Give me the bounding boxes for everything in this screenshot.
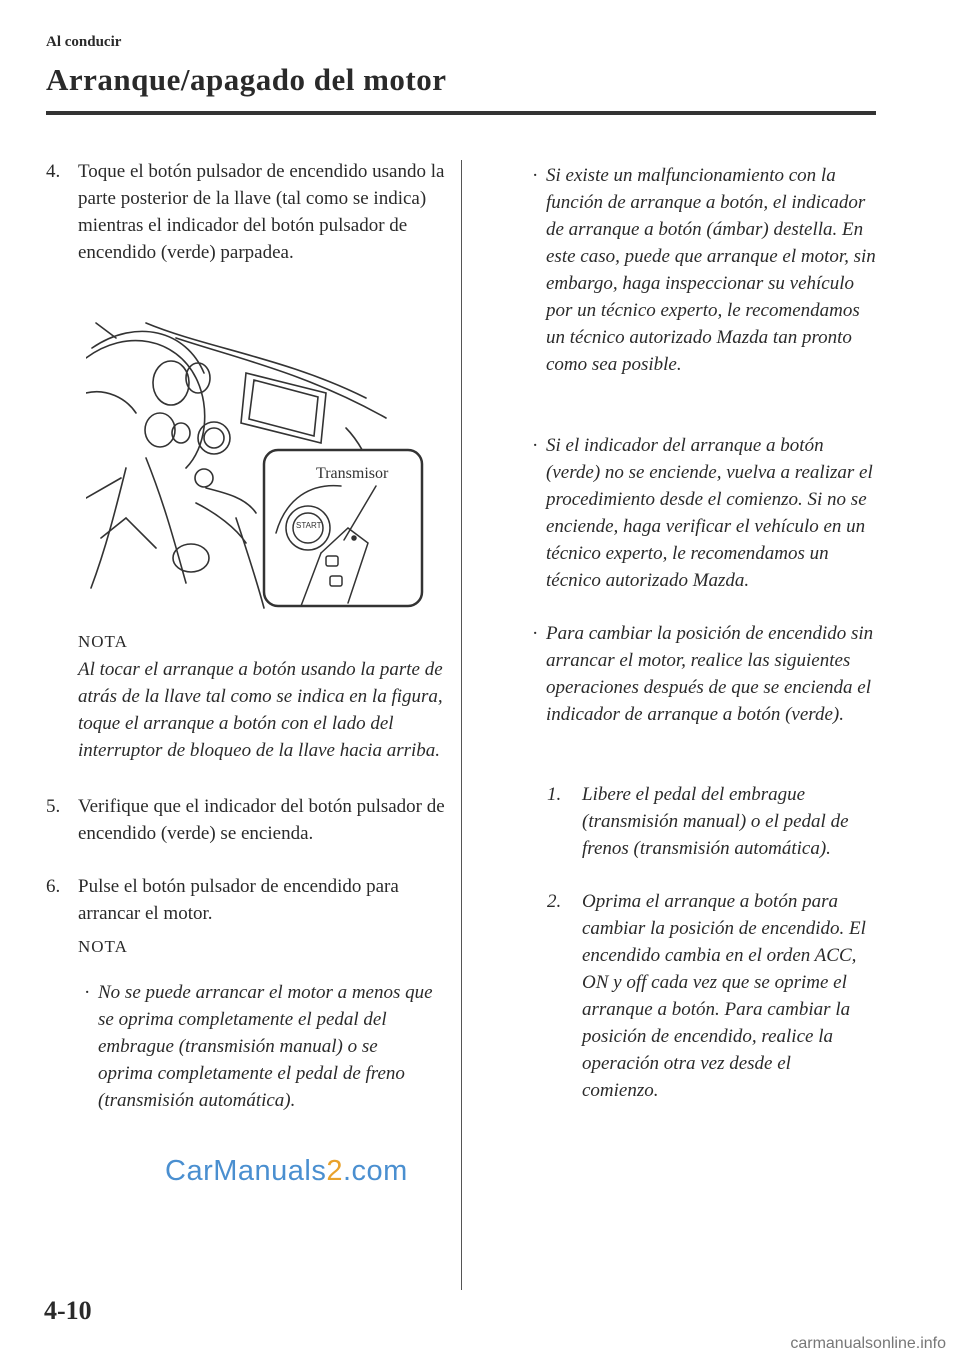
substep-text: Libere el pedal del embrague (transmisión manual) o el pedal de frenos (transmisión automática). [582,784,849,859]
dashboard-illustration [86,318,426,610]
note-2-heading: NOTA [78,937,128,956]
step-number: 6. [46,876,61,897]
step-6 [46,873,446,927]
step-number: 5. [46,796,61,817]
bullet-text: Para cambiar la posición de encendido sin arrancar el motor, realice las siguientes operaciones después de que se encienda el indicador de arranque a botón (verde). [546,623,874,725]
substep-text: Oprima el arranque a botón para cambiar la posición de encendido. El encendido cambia en el orden ACC, ON y off cada vez que se oprime el arranque a botón. Para cambiar la posición de encendido, realice la operación otra vez desde el comienzo. [582,891,866,1101]
step-text: Verifique que el indicador del botón pulsador de encendido (verde) se encienda. [78,796,445,844]
page-title: Arranque/apagado del motor [46,62,447,97]
substep-number: 1. [547,784,562,805]
bullet-dot: · [532,435,539,456]
step-5 [46,793,446,847]
start-button-label: START [296,521,322,530]
substep-2 [547,888,867,1104]
dashboard-figure [86,318,426,610]
section-label: Al conducir [46,34,122,50]
figure-callout: Transmisor [316,465,389,482]
title-rule [46,111,876,115]
note-1-text: Al tocar el arranque a botón usando la parte de atrás de la llave tal como se indica en la figura, toque el arranque a botón con el lado del interruptor de bloqueo de la llave hacia arriba. [78,659,443,761]
bullet-dot: · [84,982,91,1003]
watermark-part: 2 [326,1155,343,1187]
footer-url[interactable]: carmanualsonline.info [790,1335,946,1352]
bullet-text: Si existe un malfuncionamiento con la función de arranque a botón, el indicador de arranque a botón (ámbar) destella. En este caso, puede que arranque el motor, sin embargo, haga inspeccionar su vehículo por un técnico experto, le recomendamos un técnico autorizado Mazda tan pronto como sea posible. [546,165,876,375]
watermark-logo [165,1155,408,1188]
step-text: Toque el botón pulsador de encendido usando la parte posterior de la llave (tal como se indica) mientras el indicador del botón pulsador de encendido (verde) parpadea. [78,161,445,263]
step-text: Pulse el botón pulsador de encendido para arrancar el motor. [78,876,399,924]
watermark-part: .com [342,1155,408,1187]
right-bullet-1 [532,162,877,378]
page-number: 4-10 [44,1296,92,1325]
bullet-dot: · [532,165,539,186]
column-divider [461,160,462,1290]
bullet-text: No se puede arrancar el motor a menos que se oprima completamente el pedal del embrague (transmisión manual) o se oprima completamente el pedal de freno (transmisión automática). [98,982,433,1111]
note-1-heading: NOTA [78,632,128,651]
bullet-dot: · [532,623,539,644]
bullet-text: Si el indicador del arranque a botón (verde) no se enciende, vuelva a realizar el procedimiento desde el comienzo. Si no se enciende, haga verificar el vehículo en un técnico experto, le recomendamos un técnico autorizado Mazda. [546,435,873,591]
substep-number: 2. [547,891,562,912]
note-2-bullet [84,979,434,1114]
right-bullet-2 [532,432,877,594]
step-4 [46,158,446,266]
substep-1 [547,781,867,862]
step-number: 4. [46,161,61,182]
right-bullet-3 [532,620,877,728]
watermark-part: CarManuals [165,1155,327,1187]
